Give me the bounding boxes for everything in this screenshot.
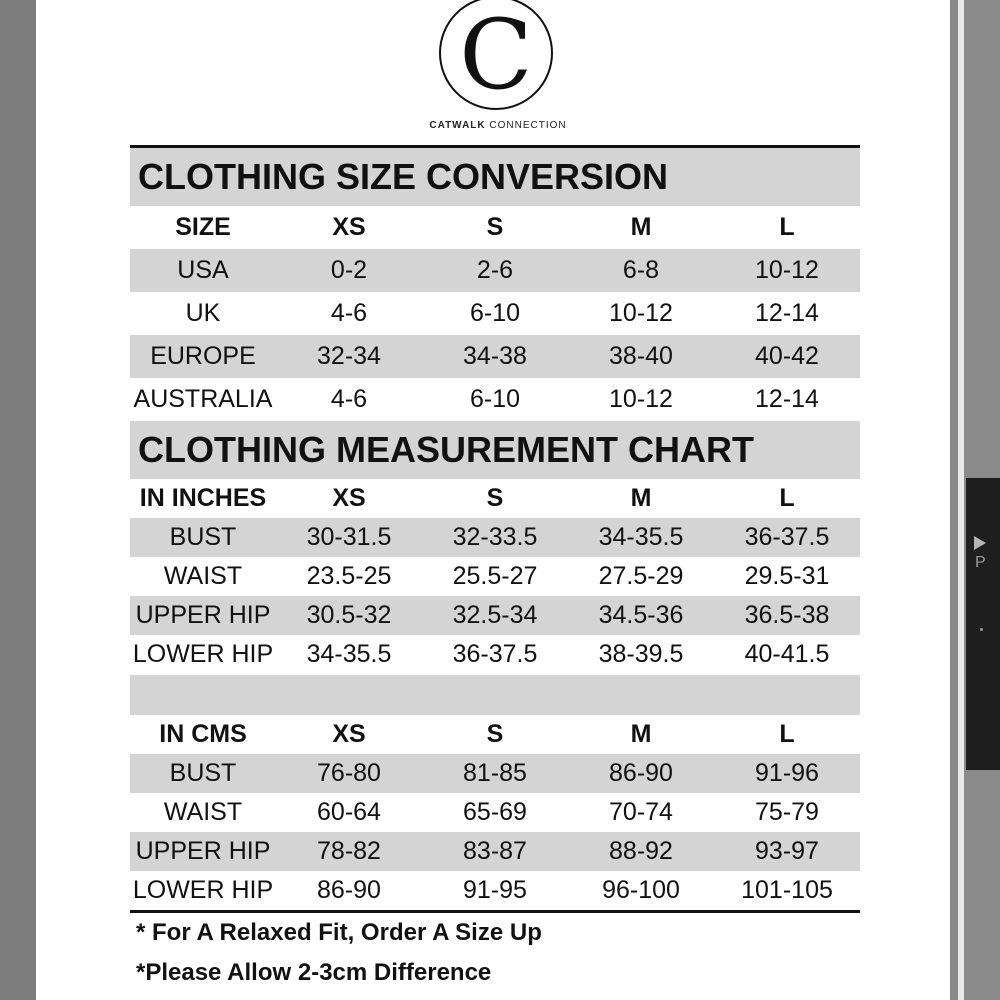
table-header-row — [130, 206, 860, 249]
header-cell: IN CMS — [159, 720, 247, 748]
table-cell: 34.5-36 — [598, 601, 684, 629]
table-row — [130, 249, 860, 292]
table-row — [130, 832, 860, 871]
table-row — [130, 378, 860, 421]
measurement-title: CLOTHING MEASUREMENT CHART — [130, 421, 860, 479]
size-chart — [130, 145, 860, 993]
table-cell: 0-2 — [330, 256, 368, 284]
table-row — [130, 292, 860, 335]
table-row — [130, 754, 860, 793]
table-cell: 38-39.5 — [598, 640, 684, 668]
row-label: USA — [177, 256, 229, 284]
table-cell: 65-69 — [463, 798, 527, 826]
table-row — [130, 635, 860, 674]
table-cell: 34-38 — [463, 342, 527, 370]
header-cell: S — [486, 720, 504, 748]
row-label: EUROPE — [150, 342, 256, 370]
row-label: UPPER HIP — [135, 837, 271, 865]
header-cell: XS — [332, 720, 366, 748]
note-relaxed-fit: * For A Relaxed Fit, Order A Size Up — [136, 919, 542, 946]
header-cell: L — [779, 484, 795, 512]
table-row — [130, 335, 860, 378]
table-cell: 75-79 — [755, 798, 819, 826]
header-cell: S — [486, 213, 504, 241]
header-cell: SIZE — [175, 213, 231, 241]
table-cell: 88-92 — [609, 837, 673, 865]
table-row — [130, 793, 860, 832]
table-cell: 6-10 — [469, 385, 521, 413]
play-icon[interactable] — [974, 536, 986, 550]
table-cell: 12-14 — [755, 299, 819, 327]
row-label: BUST — [169, 759, 237, 787]
table-row — [130, 871, 860, 910]
table-cell: 76-80 — [317, 759, 381, 787]
header-cell: XS — [332, 484, 366, 512]
table-cell: 96-100 — [602, 876, 680, 904]
header-cell: L — [779, 213, 795, 241]
table-row — [130, 557, 860, 596]
table-row — [130, 596, 860, 635]
header-cell: M — [630, 720, 652, 748]
table-cell: 27.5-29 — [598, 562, 684, 590]
table-cell: 30-31.5 — [306, 523, 392, 551]
table-header-row — [130, 479, 860, 518]
table-cell: 34-35.5 — [306, 640, 392, 668]
table-cell: 30.5-32 — [306, 601, 392, 629]
brand-name — [398, 120, 598, 131]
row-label: UPPER HIP — [135, 601, 271, 629]
scroll-thumb[interactable] — [958, 0, 964, 1000]
table-cell: 2-6 — [476, 256, 514, 284]
side-panel-glyph: P — [975, 554, 986, 571]
row-label: LOWER HIP — [132, 876, 274, 904]
row-label: LOWER HIP — [132, 640, 274, 668]
brand-logo — [437, 0, 557, 120]
cms-table — [130, 715, 860, 910]
header-cell: IN INCHES — [139, 484, 267, 512]
table-cell: 10-12 — [609, 385, 673, 413]
header-cell: XS — [332, 213, 366, 241]
table-cell: 81-85 — [463, 759, 527, 787]
logo-letter: C — [459, 0, 533, 111]
inches-table — [130, 479, 860, 674]
table-cell: 10-12 — [609, 299, 673, 327]
table-cell: 6-8 — [622, 256, 660, 284]
section-spacer — [130, 675, 860, 715]
table-cell: 78-82 — [317, 837, 381, 865]
header-cell: M — [630, 213, 652, 241]
table-cell: 23.5-25 — [306, 562, 392, 590]
note-allowance: *Please Allow 2-3cm Difference — [136, 959, 492, 986]
table-cell: 86-90 — [317, 876, 381, 904]
row-label: AUSTRALIA — [133, 385, 273, 413]
table-cell: 83-87 — [463, 837, 527, 865]
conversion-table — [130, 206, 860, 421]
header-cell: S — [486, 484, 504, 512]
row-label: WAIST — [163, 798, 243, 826]
table-cell: 91-95 — [463, 876, 527, 904]
dot-icon — [980, 628, 983, 631]
side-panel[interactable] — [966, 478, 1000, 770]
table-cell: 93-97 — [755, 837, 819, 865]
table-cell: 86-90 — [609, 759, 673, 787]
table-cell: 32-34 — [317, 342, 381, 370]
table-cell: 34-35.5 — [598, 523, 684, 551]
header-cell: L — [779, 720, 795, 748]
table-cell: 36-37.5 — [452, 640, 538, 668]
row-label: BUST — [169, 523, 237, 551]
table-cell: 38-40 — [609, 342, 673, 370]
brand-name-rest: CONNECTION — [485, 120, 567, 131]
table-cell: 91-96 — [755, 759, 819, 787]
table-cell: 6-10 — [469, 299, 521, 327]
table-cell: 60-64 — [317, 798, 381, 826]
brand-name-bold: CATWALK — [429, 120, 486, 131]
table-cell: 4-6 — [330, 385, 368, 413]
table-cell: 101-105 — [741, 876, 833, 904]
table-header-row — [130, 715, 860, 754]
table-cell: 36-37.5 — [744, 523, 830, 551]
table-row — [130, 518, 860, 557]
table-cell: 25.5-27 — [452, 562, 538, 590]
table-cell: 32.5-34 — [452, 601, 538, 629]
table-cell: 36.5-38 — [744, 601, 830, 629]
table-cell: 40-42 — [755, 342, 819, 370]
conversion-title: CLOTHING SIZE CONVERSION — [130, 148, 860, 206]
header-cell: M — [630, 484, 652, 512]
table-cell: 4-6 — [330, 299, 368, 327]
table-cell: 40-41.5 — [744, 640, 830, 668]
table-cell: 12-14 — [755, 385, 819, 413]
table-cell: 70-74 — [609, 798, 673, 826]
table-cell: 29.5-31 — [744, 562, 830, 590]
row-label: UK — [185, 299, 221, 327]
table-cell: 10-12 — [755, 256, 819, 284]
row-label: WAIST — [163, 562, 243, 590]
table-cell: 32-33.5 — [452, 523, 538, 551]
